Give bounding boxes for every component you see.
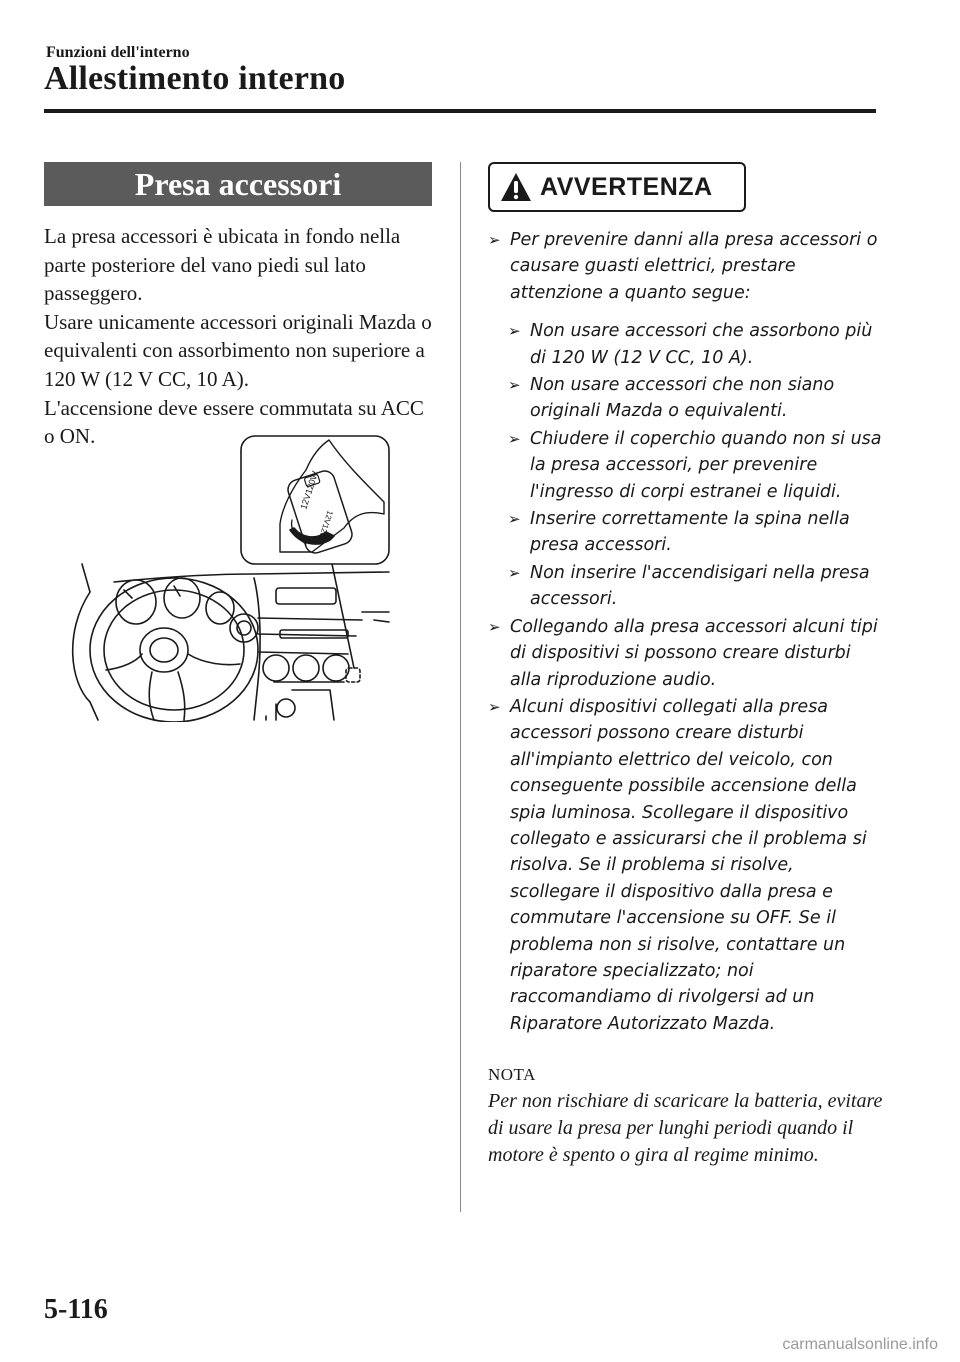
- note-block: [488, 1061, 888, 1169]
- warning-subitem-text: Non usare accessori che assorbono più di 120 W (12 V CC, 10 A).: [530, 321, 873, 368]
- paragraph-accessories: Usare unicamente accessori originali Mazda o equivalenti con assorbimento non superiore a 120 W (12 V CC, 10 A).: [44, 309, 432, 391]
- warning-subitem: [508, 372, 883, 425]
- paragraph-location: La presa accessori è ubicata in fondo nella parte posteriore del vano piedi sul lato passeggero.: [44, 224, 401, 306]
- socket-label: 12V120W: [298, 469, 321, 511]
- warning-list: [488, 227, 883, 1037]
- dashboard-illustration: [44, 432, 432, 722]
- arrow-bullet-icon: ➢: [508, 429, 521, 448]
- watermark: carmanualsonline.info: [782, 1336, 938, 1353]
- warning-item: [488, 227, 883, 306]
- arrow-bullet-icon: ➢: [508, 563, 521, 582]
- chapter-title: Allestimento interno: [44, 60, 346, 97]
- warning-title: AVVERTENZA: [540, 172, 713, 201]
- note-text: Per non rischiare di scaricare la batteria, evitare di usare la presa per lunghi periodi quando il motore è spento o gira al regime minimo.: [488, 1090, 883, 1167]
- warning-sublist: [488, 318, 883, 612]
- warning-subitem-text: Inserire correttamente la spina nella presa accessori.: [530, 509, 850, 556]
- arrow-bullet-icon: ➢: [508, 510, 521, 529]
- warning-item: [488, 614, 883, 693]
- left-column: [44, 162, 432, 451]
- page-number: 5-116: [44, 1294, 108, 1325]
- warning-item-text: Alcuni dispositivi collegati alla presa accessori possono creare disturbi all'impianto elettrico del veicolo, con conseguente possibile accensione della spia luminosa. Scollegare il dispositivo collegato e assicurarsi che il problema si risolva. Se il problema si risolve, scollegare il dispositivo dalla presa e commutare l'accensione su OFF. Se il problema non si risolve, contattare un riparatore specializzato; noi raccomandiamo di rivolgersi ad un Riparatore Autorizzato Mazda.: [510, 696, 867, 1034]
- arrow-bullet-icon: ➢: [488, 697, 501, 716]
- warning-subitem: [508, 506, 883, 559]
- section-heading: Presa accessori: [44, 162, 432, 206]
- arrow-bullet-icon: ➢: [508, 322, 521, 341]
- paragraph-ignition: L'accensione deve essere commutata su ACC o ON.: [44, 395, 424, 449]
- section-label: Funzioni dell'interno: [46, 44, 190, 61]
- warning-header: [488, 162, 746, 212]
- column-divider: [460, 162, 461, 1212]
- note-title: NOTA: [488, 1065, 536, 1085]
- right-column: [488, 162, 888, 1169]
- warning-subitem-text: Chiudere il coperchio quando non si usa la presa accessori, per prevenire l'ingresso di corpi estranei e liquidi.: [530, 428, 882, 502]
- arrow-bullet-icon: ➢: [508, 376, 521, 395]
- warning-subitem: [508, 560, 883, 613]
- warning-subitem-text: Non inserire l'accendisigari nella presa accessori.: [530, 562, 870, 610]
- arrow-bullet-icon: ➢: [488, 231, 501, 249]
- warning-triangle-icon: [500, 172, 532, 202]
- steering-wheel-icon: [90, 578, 258, 722]
- warning-item: [488, 694, 883, 1037]
- leader-line: [332, 564, 354, 668]
- warning-subitem: [508, 318, 883, 371]
- warning-subitem-text: Non usare accessori che non siano originali Mazda o equivalenti.: [530, 375, 835, 422]
- warning-item-text: Collegando alla presa accessori alcuni tipi di dispositivi si possono creare disturbi alla riproduzione audio.: [510, 616, 878, 690]
- warning-intro: Per prevenire danni alla presa accessori o causare guasti elettrici, prestare attenzione a quanto segue:: [510, 230, 878, 303]
- arrow-bullet-icon: ➢: [488, 617, 501, 636]
- socket-label-mirrored: 12V120W: [315, 509, 335, 546]
- body-text: [44, 222, 432, 451]
- header-rule: [44, 109, 876, 113]
- socket-detail: [280, 440, 384, 556]
- warning-subitem: [508, 426, 883, 505]
